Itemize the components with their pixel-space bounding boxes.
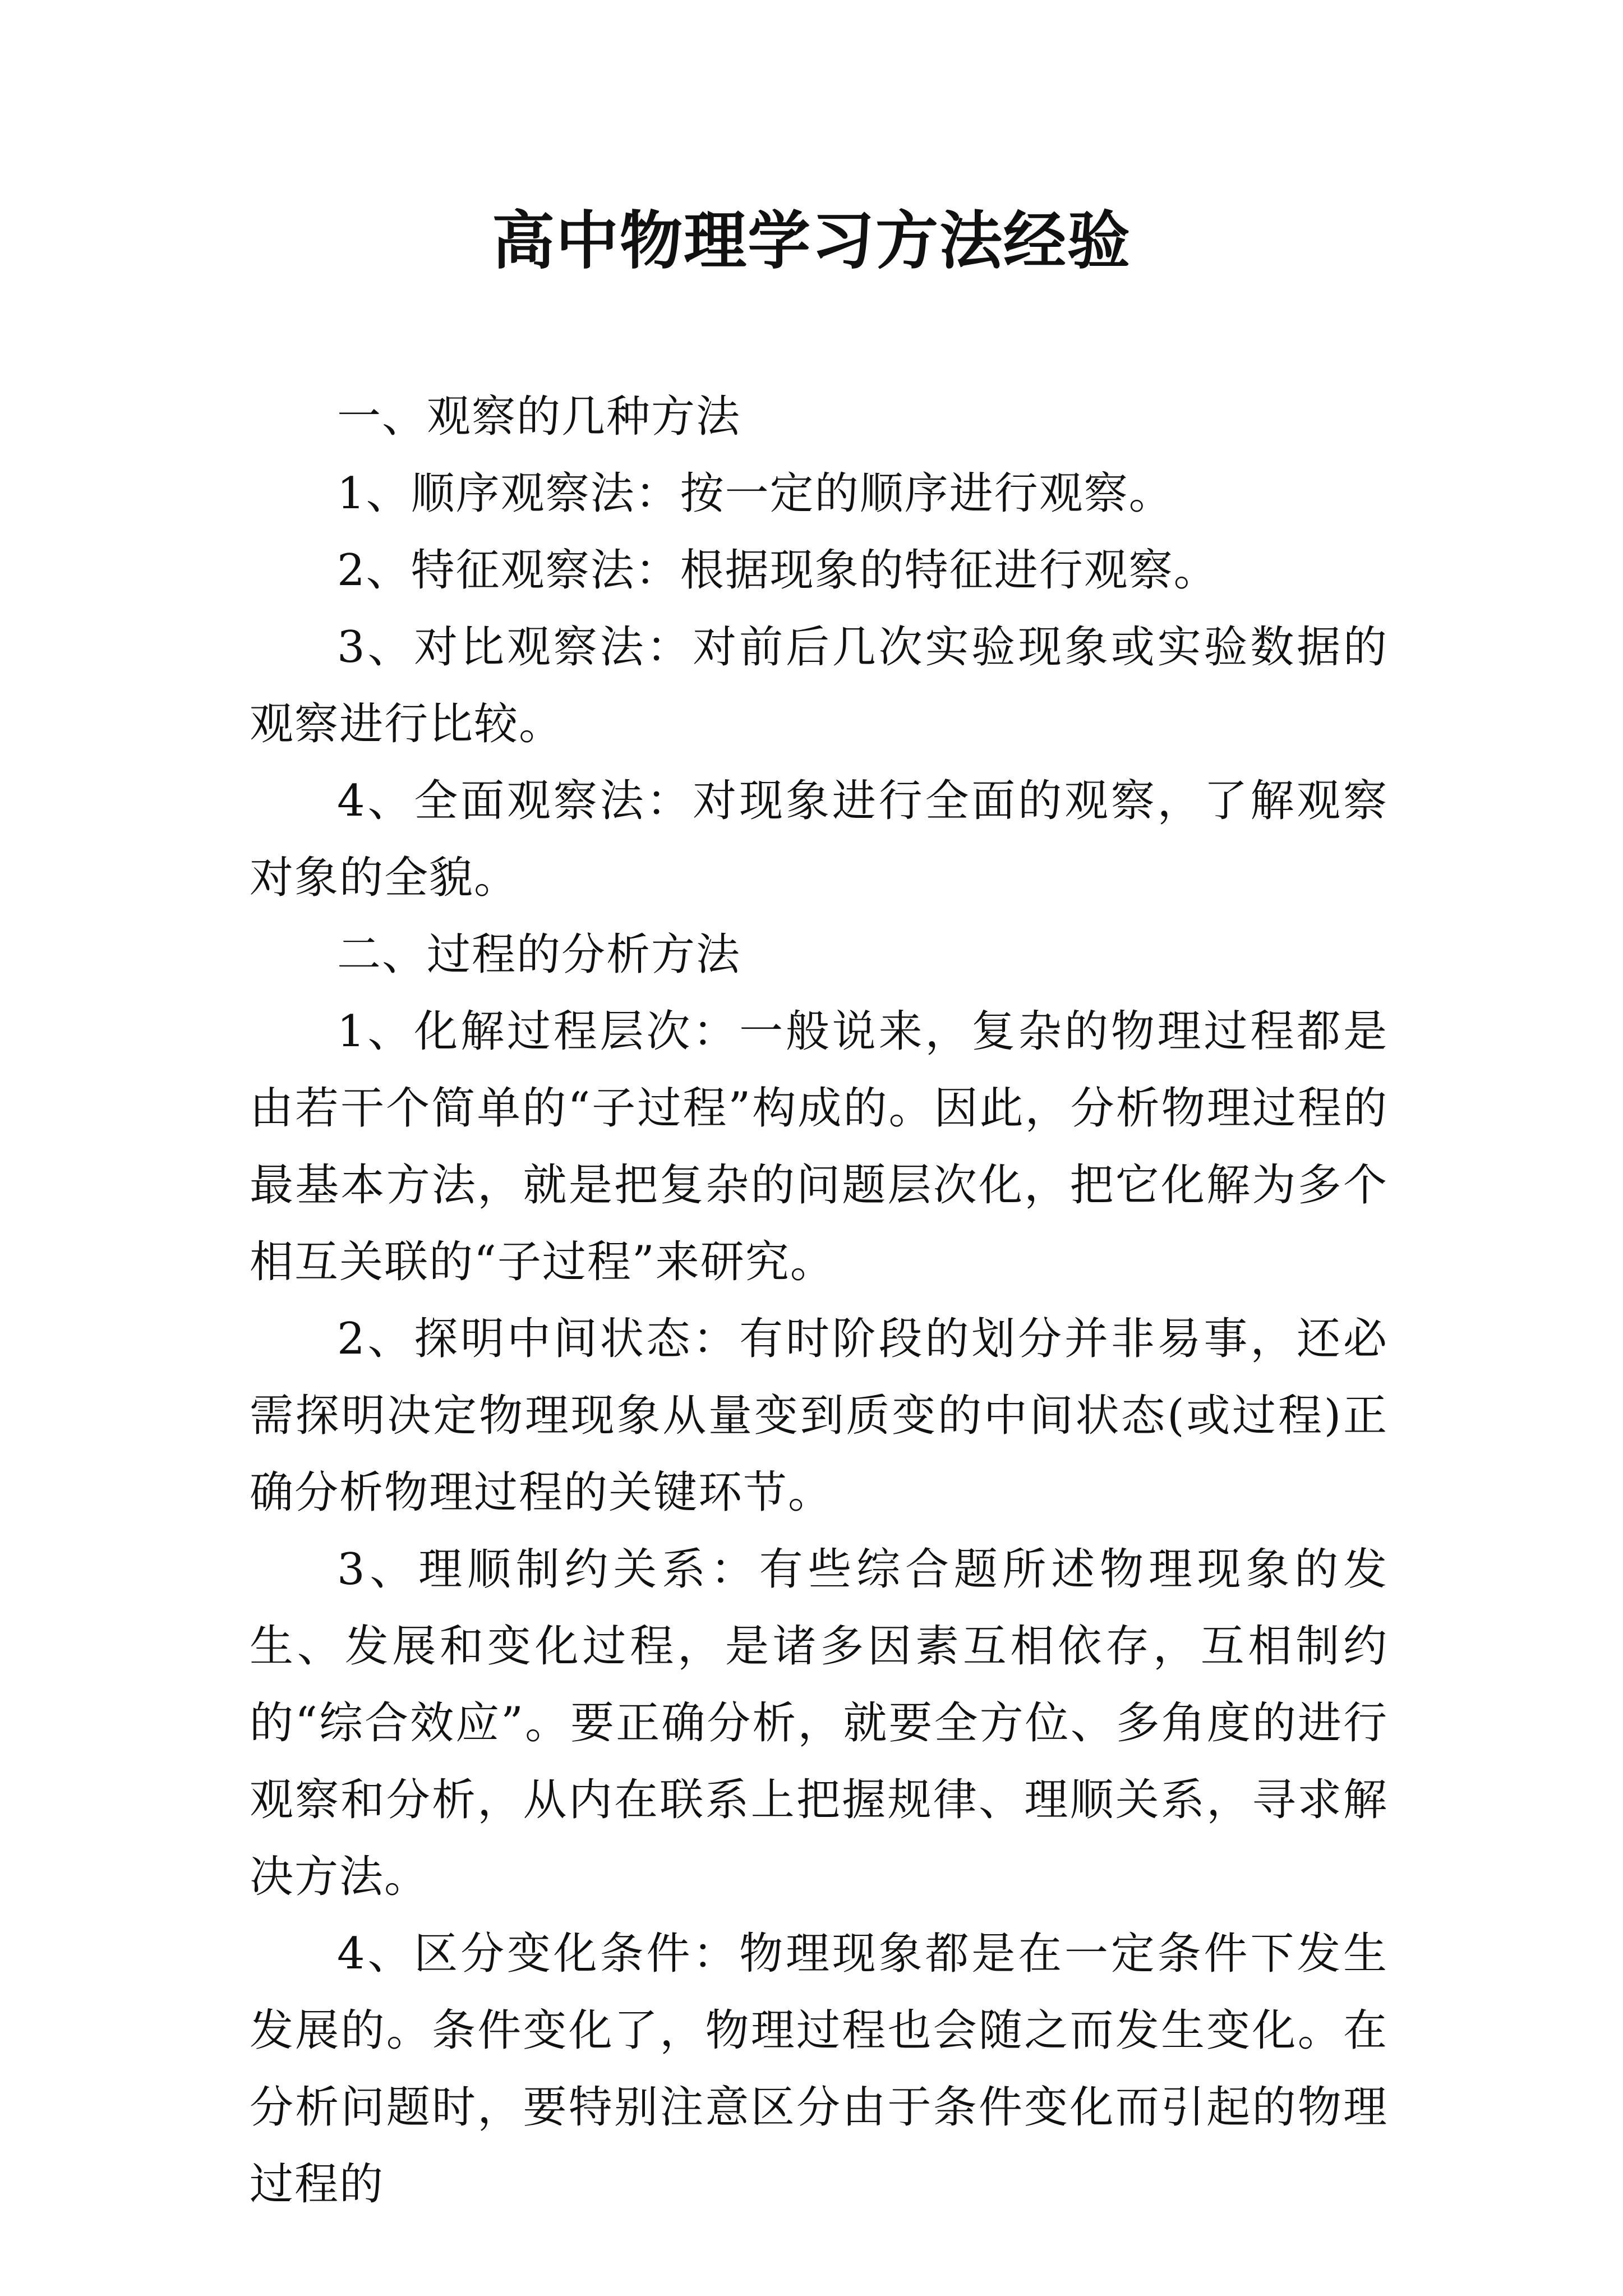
document-body [250, 379, 1388, 2223]
paragraph-feature-observation: 2、特征观察法：根据现象的特征进行观察。 [337, 545, 1219, 596]
paragraph-comprehensive-observation: 4、全面观察法：对现象进行全面的观察，了解观察对象的全貌。 [250, 776, 1388, 903]
paragraph-constraint-relations: 3、理顺制约关系：有些综合题所述物理现象的发生、发展和变化过程，是诸多因素互相依存，互相制约的“综合效应”。要正确分析，就要全方位、多角度的进行观察和分析，从内在联系上把握规律、理顺关系，寻求解决方法。 [250, 1544, 1388, 1902]
paragraph-intermediate-state: 2、探明中间状态：有时阶段的划分并非易事，还必需探明决定物理现象从量变到质变的中间状态(或过程)正确分析物理过程的关键环节。 [250, 1314, 1388, 1518]
paragraph-sequential-observation: 1、顺序观察法：按一定的顺序进行观察。 [337, 468, 1174, 519]
paragraph-change-conditions: 4、区分变化条件：物理现象都是在一定条件下发生发展的。条件变化了，物理过程也会随之而发生变化。在分析问题时，要特别注意区分由于条件变化而引起的物理过程的 [250, 1929, 1388, 2210]
paragraph-comparative-observation: 3、对比观察法：对前后几次实验现象或实验数据的观察进行比较。 [250, 622, 1388, 749]
section-heading-observation: 一、观察的几种方法 [337, 392, 741, 442]
document-title: 高中物理学习方法经验 [492, 204, 1131, 278]
paragraph-decompose-process: 1、化解过程层次：一般说来，复杂的物理过程都是由若干个简单的“子过程”构成的。因此，分析物理过程的最基本方法，就是把复杂的问题层次化，把它化解为多个相互关联的“子过程”来研究。 [250, 1006, 1388, 1287]
section-heading-process-analysis: 二、过程的分析方法 [337, 930, 741, 980]
